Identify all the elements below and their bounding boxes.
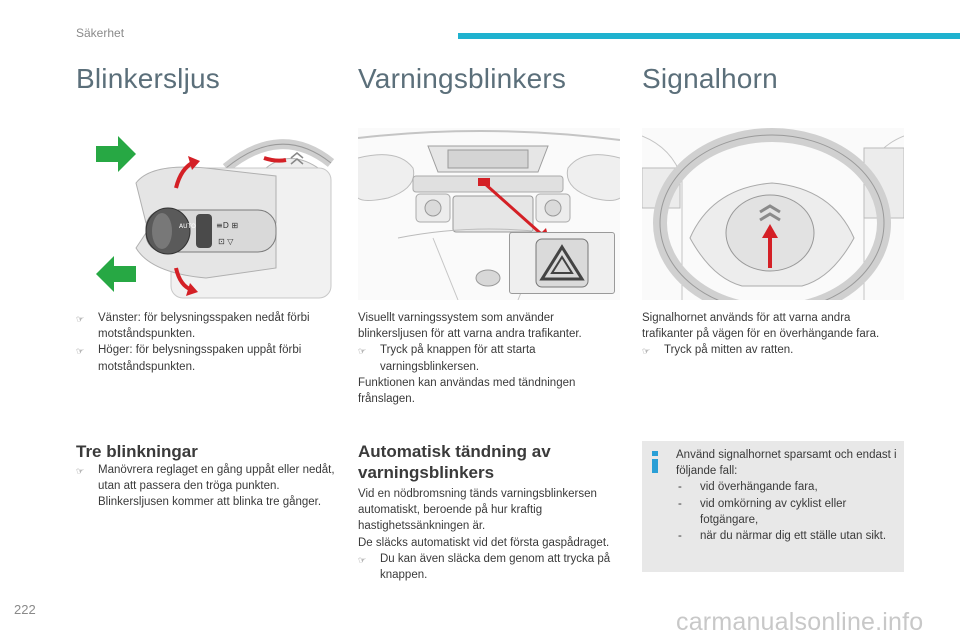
list-item — [76, 462, 338, 511]
info-item: vid överhängande fara, — [700, 481, 818, 494]
watermark: carmanualsonline.info — [676, 608, 924, 636]
right-arrow-icon — [96, 136, 136, 172]
hand-pointer-icon: ☞ — [76, 314, 85, 324]
hazard-button-closeup — [509, 232, 615, 294]
three-blinks-text — [76, 462, 338, 511]
bullet-text: Höger: för belysningsspaken uppåt förbi motståndspunkten. — [98, 344, 302, 373]
indicator-stalk-illustration — [76, 128, 336, 300]
steering-wheel-illustration — [642, 128, 904, 300]
list-item — [358, 342, 620, 374]
hand-pointer-icon: ☞ — [642, 346, 651, 357]
hazard-intro: Visuellt varningssystem som använder blinkersljusen för att varna andra trafikanter. — [358, 312, 582, 341]
info-text — [676, 447, 898, 544]
accent-bar — [458, 33, 960, 39]
list-item — [358, 551, 620, 583]
list-item — [642, 342, 904, 359]
auto-text-1: Vid en nödbromsning tänds varningsblinkersen automatiskt, beroende på hur kraftig hastighetssänkningen är. — [358, 488, 597, 533]
blinkers-text — [76, 310, 338, 375]
bullet-text: Tryck på mitten av ratten. — [664, 344, 794, 357]
info-lead: Använd signalhornet sparsamt och endast i följande fall: — [676, 449, 897, 478]
list-item: - när du närmar dig ett ställe utan sikt. — [676, 528, 898, 544]
svg-text:≡D ⊞: ≡D ⊞ — [216, 221, 239, 230]
hand-pointer-icon: ☞ — [358, 554, 367, 565]
automatic-hazard-text — [358, 486, 620, 583]
list-item — [76, 310, 338, 342]
subheading-three-blinks: Tre blinkningar — [76, 442, 198, 461]
title-hazard: Varningsblinkers — [358, 63, 567, 94]
hand-pointer-icon: ☞ — [358, 346, 367, 357]
title-blinkers: Blinkersljus — [76, 63, 220, 94]
hazard-note: Funktionen kan användas med tändningen frånslagen. — [358, 376, 576, 406]
bullet-text: Manövrera reglaget en gång uppåt eller nedåt, utan att passera den tröga punkten. Blinkersljusen kommer att blinka tre gånger. — [98, 464, 335, 509]
bullet-text: Tryck på knappen för att starta varningsblinkersen. — [380, 344, 536, 373]
hand-pointer-icon: ☞ — [76, 346, 85, 357]
section-label: Säkerhet — [76, 26, 125, 40]
hazard-text — [358, 310, 620, 407]
svg-text:⊡ ▽: ⊡ ▽ — [218, 237, 234, 246]
list-item: - vid överhängande fara, — [676, 479, 898, 495]
hand-pointer-icon: ☞ — [76, 466, 85, 476]
bullet-text: Du kan även släcka dem genom att trycka på knappen. — [380, 552, 611, 582]
info-item: när du närmar dig ett ställe utan sikt. — [700, 530, 887, 543]
info-item: vid omkörning av cyklist eller fotgängare, — [700, 497, 847, 526]
left-arrow-icon — [96, 256, 136, 292]
page-number: 222 — [14, 602, 36, 617]
svg-text:AUTO: AUTO — [179, 223, 196, 230]
title-horn: Signalhorn — [642, 63, 778, 94]
subheading-automatic-hazard: Automatisk tändning av varningsblinkers — [358, 442, 551, 482]
list-item — [76, 342, 338, 374]
info-icon — [648, 451, 662, 473]
auto-text-2: De släcks automatiskt vid det första gaspådraget. — [358, 536, 610, 549]
bullet-text: Vänster: för belysningsspaken nedåt förbi motståndspunkten. — [98, 312, 310, 341]
list-item: - vid omkörning av cyklist eller fotgängare, — [676, 496, 898, 528]
horn-intro: Signalhornet används för att varna andra trafikanter på vägen för en överhängande fara. — [642, 312, 880, 341]
horn-text — [642, 310, 904, 360]
